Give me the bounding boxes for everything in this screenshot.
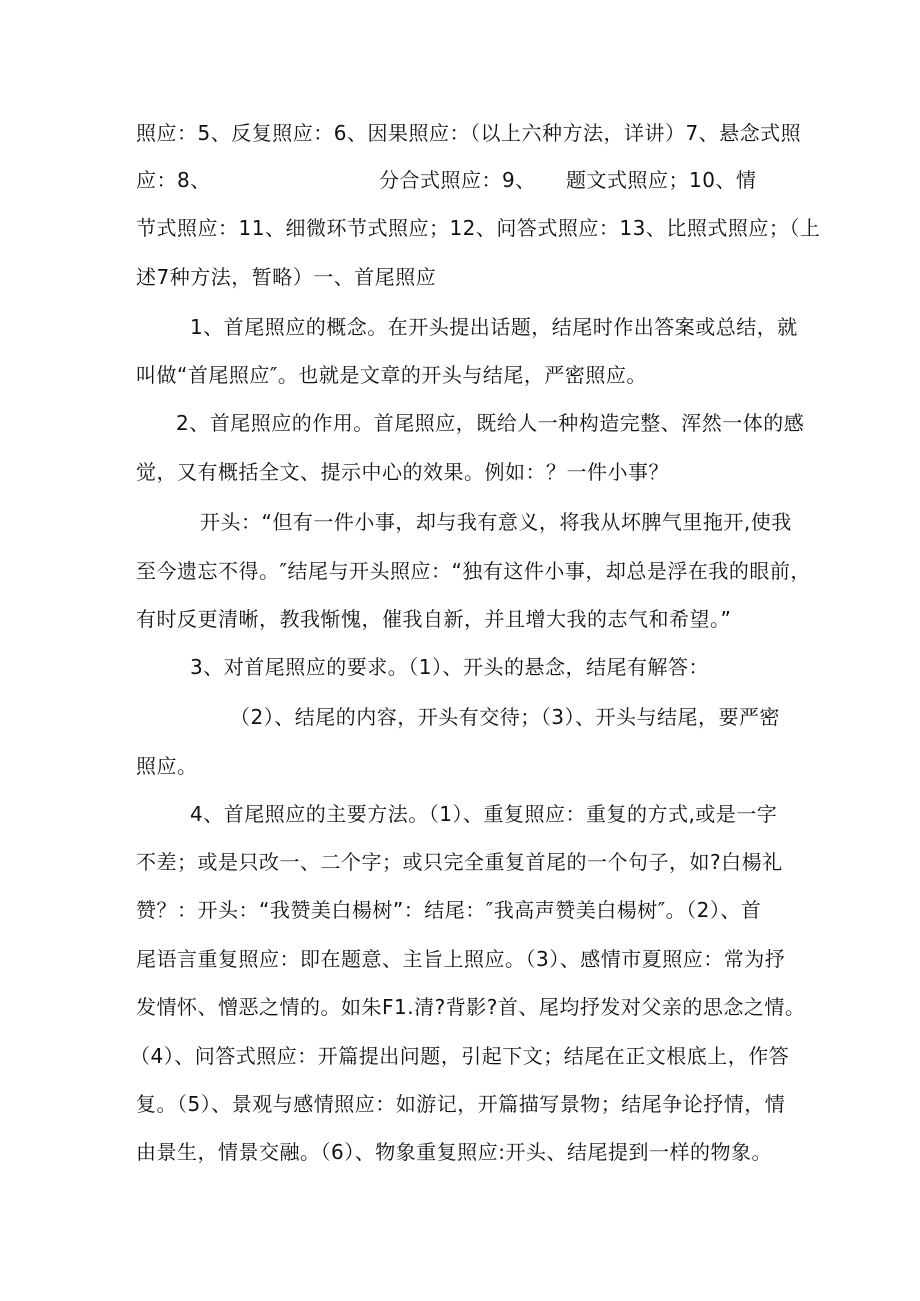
text-line: 至今遗忘不得。″结尾与开头照应：“独有这件小事，却总是浮在我的眼前，: [136, 559, 811, 583]
text-line: 1、首尾照应的概念。在开头提出话题，结尾时作出答案或总结，就: [190, 315, 798, 339]
text-line: 有时反更清晰，教我惭愧，催我自新，并且增大我的志气和希望。”: [136, 607, 732, 631]
text-line: 照应。: [136, 754, 198, 778]
text-line: 2、首尾照应的作用。首尾照应，既给人一种构造完整、浑然一体的感: [176, 411, 805, 435]
text-line: 由景生，情景交融。（6）、物象重复照应:开头、结尾提到一样的物象。: [136, 1140, 772, 1164]
text-line: 叫做“首尾照应″。也就是文章的开头与结尾，严密照应。: [136, 363, 647, 387]
text-line: 述7种方法，暂略）一、首尾照应: [136, 265, 437, 289]
text-line: 开头：“但有一件小事，却与我有意义，将我从坏脾气里拖开,使我: [200, 510, 792, 534]
text-line: 3、对首尾照应的要求。（1）、开头的悬念，结尾有解答：: [190, 655, 709, 679]
text-line: 赞？：开头：“我赞美白楊树”：结尾：″我高声赞美白楊树″。（2）、首: [136, 898, 762, 922]
text-line: 尾语言重复照应：即在题意、主旨上照应。（3）、感情市夏照应：常为抒: [136, 947, 786, 971]
text-line: 分合式照应：9、: [379, 168, 536, 192]
text-line: 觉，又有概括全文、提示中心的效果。例如：？一件小事？: [136, 460, 669, 484]
text-line: （4）、问答式照应：开篇提出问题，引起下文；结尾在正文根底上，作答: [130, 1044, 790, 1068]
text-line: 节式照应：11、细微环节式照应；12、问答式照应：13、比照式照应；（上: [136, 216, 821, 240]
text-line: 4、首尾照应的主要方法。（1）、重复照应：重复的方式,或是一字: [190, 802, 778, 826]
text-line: 照应：5、反复照应：6、因果照应：（以上六种方法，详讲）7、悬念式照: [136, 121, 802, 145]
text-line: 复。（5）、景观与感情照应：如游记，开篇描写景物；结尾争论抒情，情: [136, 1092, 786, 1116]
text-line: 发情怀、憎恶之情的。如朱F1.清?背影?首、尾均抒发对父亲的思念之情。: [136, 995, 806, 1019]
text-line: 应：8、: [136, 168, 211, 192]
text-line: 题文式照应；10、情: [566, 168, 757, 192]
text-line: （2）、结尾的内容，开头有交待；（3）、开头与结尾，要严密: [230, 705, 780, 729]
text-line: 不差；或是只改一、二个字；或只完全重复首尾的一个句子，如?白楊礼: [136, 850, 783, 874]
